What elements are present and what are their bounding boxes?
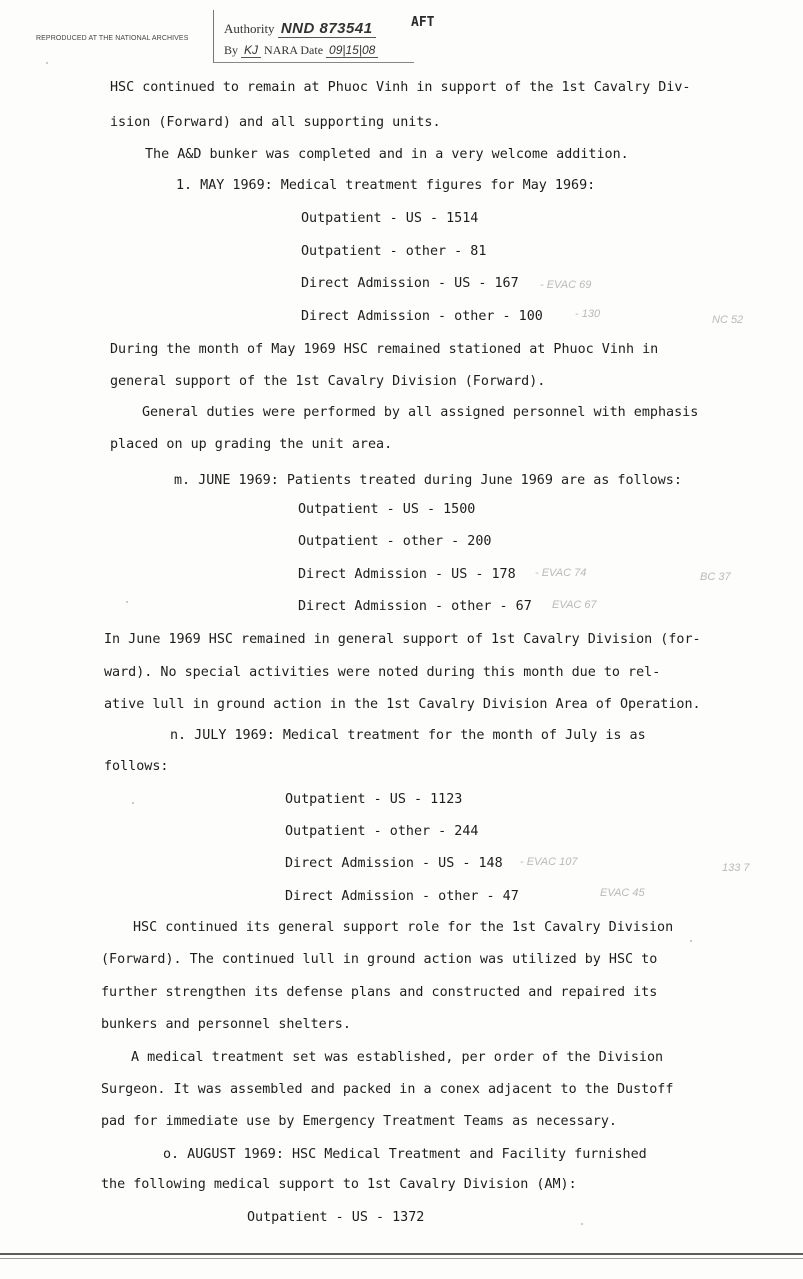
figure-line: Direct Admission - US - 148 [285, 856, 503, 871]
text-line: general support of the 1st Cavalry Division (Forward). [110, 374, 546, 389]
section-heading-august: o. AUGUST 1969: HSC Medical Treatment and Facility furnished [163, 1147, 647, 1162]
text-line: In June 1969 HSC remained in general support of 1st Cavalry Division (for- [104, 632, 701, 647]
text-line: follows: [104, 759, 169, 774]
figure-line: Direct Admission - other - 47 [285, 889, 519, 904]
margin-note: EVAC 45 [600, 887, 645, 899]
section-heading-july: n. JULY 1969: Medical treatment for the month of July is as [170, 728, 646, 743]
header-fragment: AFT [411, 15, 435, 30]
margin-note: - 130 [575, 308, 601, 320]
text-line: HSC continued its general support role for the 1st Cavalry Division [133, 920, 674, 935]
text-line: further strengthen its defense plans and constructed and repaired its [101, 985, 658, 1000]
text-line: The A&D bunker was completed and in a very welcome addition. [145, 147, 629, 162]
text-line: (Forward). The continued lull in ground action was utilized by HSC to [101, 952, 658, 967]
figure-line: Outpatient - US - 1514 [301, 211, 479, 226]
margin-note: EVAC 67 [552, 599, 597, 611]
figure-line: Outpatient - other - 81 [301, 244, 487, 259]
text-line: placed on up grading the unit area. [110, 437, 393, 452]
scan-speck [46, 62, 48, 64]
text-line: A medical treatment set was established, per order of the Division [131, 1050, 664, 1065]
text-line: ative lull in ground action in the 1st Cavalry Division Area of Operation. [104, 697, 701, 712]
text-line: Surgeon. It was assembled and packed in a conex adjacent to the Dustoff [101, 1082, 674, 1097]
margin-note: BC 37 [700, 571, 731, 583]
stamp-nara-label: NARA Date [264, 43, 324, 57]
scan-speck [126, 601, 128, 603]
bottom-rule [0, 1253, 803, 1255]
figure-line: Outpatient - other - 200 [298, 534, 492, 549]
section-heading-may: 1. MAY 1969: Medical treatment figures for May 1969: [176, 178, 596, 193]
margin-note: - EVAC 107 [520, 856, 578, 868]
text-line: the following medical support to 1st Cavalry Division (AM): [101, 1177, 577, 1192]
text-line: General duties were performed by all assigned personnel with emphasis [142, 405, 699, 420]
stamp-by-label: By [224, 43, 239, 57]
text-line: bunkers and personnel shelters. [101, 1017, 351, 1032]
stamp-date-value: 09|15|08 [326, 43, 378, 58]
stamp-by-value: KJ [241, 43, 261, 58]
figure-line: Outpatient - other - 244 [285, 824, 479, 839]
text-line: ward). No special activities were noted during this month due to rel- [104, 665, 661, 680]
text-line: HSC continued to remain at Phuoc Vinh in support of the 1st Cavalry Div- [110, 80, 691, 95]
bottom-rule-thin [0, 1258, 803, 1259]
margin-note: NC 52 [712, 314, 744, 326]
text-line: During the month of May 1969 HSC remained stationed at Phuoc Vinh in [110, 342, 659, 357]
figure-line: Direct Admission - other - 67 [298, 599, 532, 614]
figure-line: Outpatient - US - 1500 [298, 502, 476, 517]
margin-note: - EVAC 69 [540, 279, 592, 291]
text-line: pad for immediate use by Emergency Treatment Teams as necessary. [101, 1114, 617, 1129]
figure-line: Outpatient - US - 1123 [285, 792, 463, 807]
figure-line: Direct Admission - US - 167 [301, 276, 519, 291]
stamp-authority-value: NND 873541 [278, 20, 376, 38]
figure-line: Outpatient - US - 1372 [247, 1210, 425, 1225]
figure-line: Direct Admission - other - 100 [301, 309, 543, 324]
section-heading-june: m. JUNE 1969: Patients treated during June 1969 are as follows: [174, 473, 682, 488]
text-line: ision (Forward) and all supporting units. [110, 115, 441, 130]
stamp-authority-label: Authority [224, 21, 275, 36]
scan-speck [690, 940, 692, 942]
scan-speck [581, 1223, 583, 1225]
margin-note: - EVAC 74 [535, 567, 587, 579]
scan-speck [132, 802, 134, 804]
archive-label: REPRODUCED AT THE NATIONAL ARCHIVES [36, 35, 189, 42]
declassification-stamp [213, 10, 414, 63]
margin-note: 133 7 [722, 862, 750, 874]
figure-line: Direct Admission - US - 178 [298, 567, 516, 582]
